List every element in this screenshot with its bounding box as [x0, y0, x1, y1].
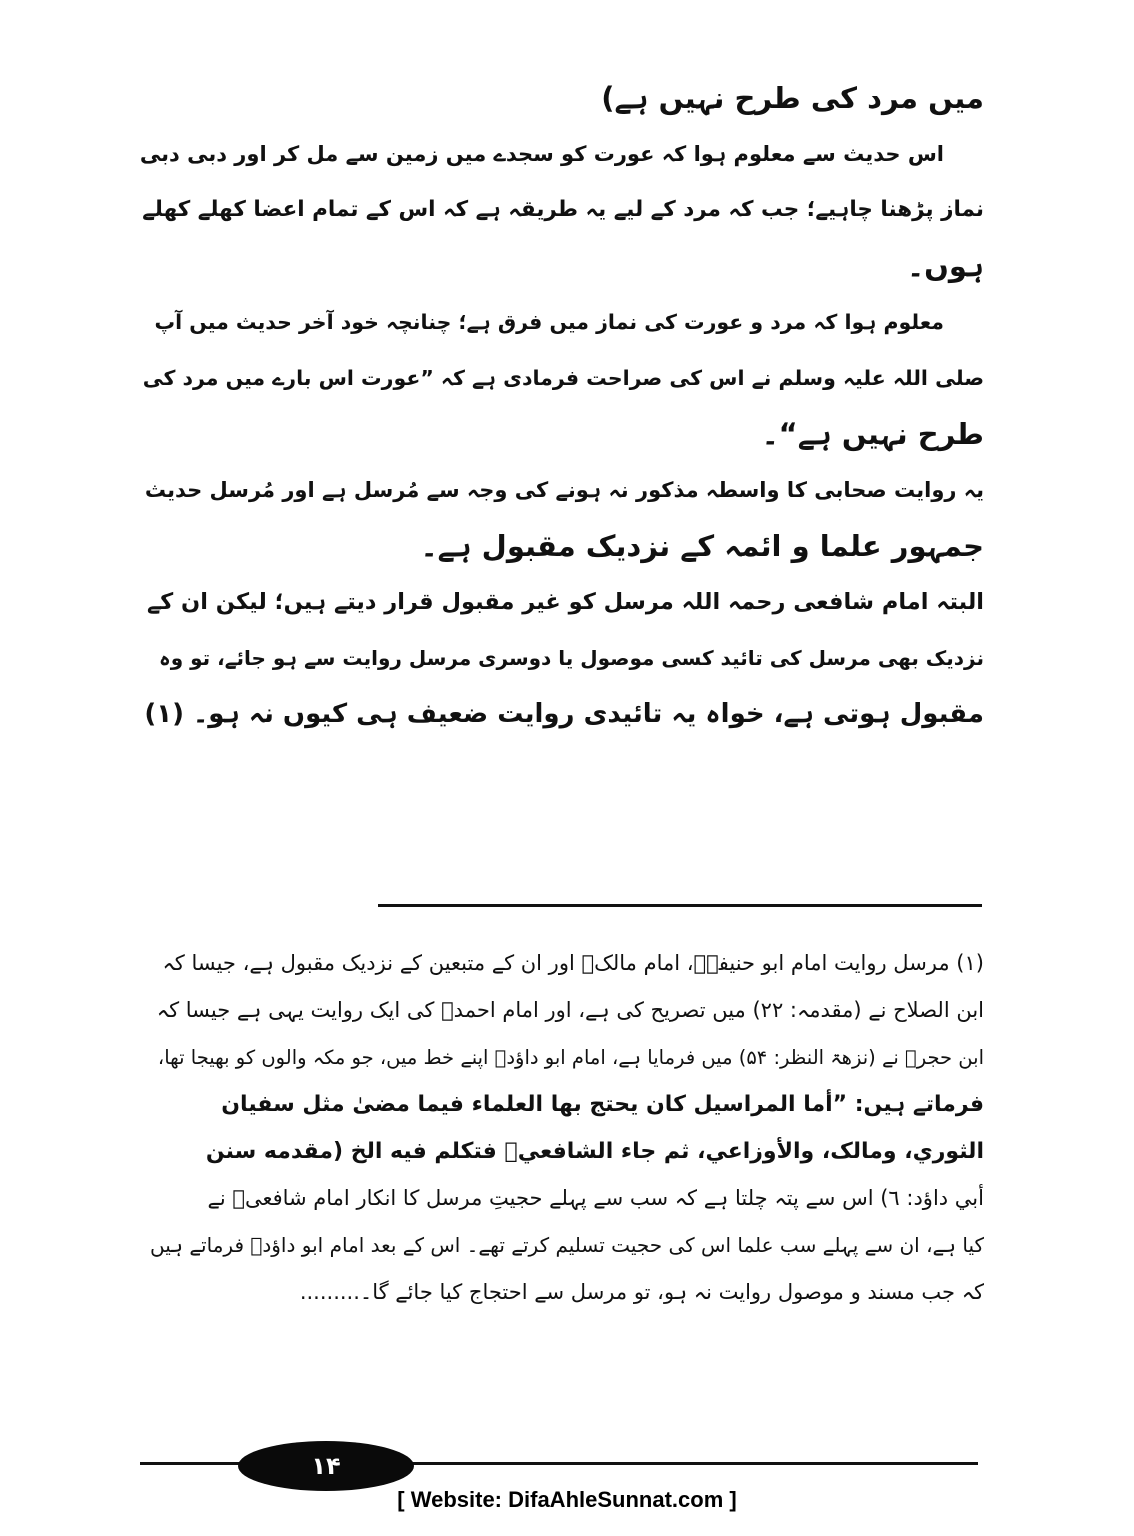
footnote-line: الثوري، ومالک، والأوزاعي، ثم جاء الشافعيؒ فتكلم فيه الخ (مقدمه سنن — [205, 1139, 984, 1164]
body-line: البتہ امام شافعی رحمہ اللہ مرسل کو غیر مقبول قرار دیتے ہیں؛ لیکن ان کے — [146, 589, 984, 615]
body-line: جمہور علما و ائمہ کے نزدیک مقبول ہے۔ — [420, 529, 984, 563]
body-line: میں مرد کی طرح نہیں ہے) — [601, 81, 984, 115]
footnote-line: فرماتے ہیں: ”أما المراسيل كان يحتج بها العلماء فيما مضیٰ مثل سفيان — [221, 1092, 984, 1117]
footnote-separator-rule — [378, 904, 982, 907]
body-line: معلوم ہوا کہ مرد و عورت کی نماز میں فرق ہے؛ چنانچہ خود آخر حدیث میں آپ — [154, 310, 944, 334]
body-line: نماز پڑھنا چاہیے؛ جب کہ مرد کے لیے یہ طریقہ ہے کہ اس کے تمام اعضا کھلے کھلے — [142, 197, 984, 222]
body-line: ہوں۔ — [907, 249, 984, 283]
footnote-line: کیا ہے، ان سے پہلے سب علما اس کی حجیت تسلیم کرتے تھے۔ اس کے بعد امام ابو داؤدؒ فرماتے ہیں — [149, 1233, 984, 1257]
main-body-text — [140, 70, 984, 742]
footnote-line: کہ جب مسند و موصول روایت نہ ہو، تو مرسل سے احتجاج کیا جائے گا۔......... — [299, 1280, 984, 1304]
body-line: یہ روایت صحابی کا واسطہ مذکور نہ ہونے کی وجہ سے مُرسل ہے اور مُرسل حدیث — [144, 478, 984, 502]
body-line: صلی اللہ علیہ وسلم نے اس کی صراحت فرمادی ہے کہ ”عورت اس بارے میں مرد کی — [142, 366, 984, 390]
footnote-line: أبي داؤد: ٦) اس سے پتہ چلتا ہے کہ سب سے پہلے حجیتِ مرسل کا انکار امام شافعیؒ نے — [207, 1186, 984, 1210]
page-number-badge — [238, 1441, 414, 1491]
body-line: مقبول ہوتی ہے، خواہ یہ تائیدی روایت ضعیف ہی کیوں نہ ہو۔ (۱) — [144, 699, 984, 729]
footnotes-section — [140, 940, 984, 1316]
footnote-line: ابن حجرؒ نے (نزھۃ النظر: ۵۴) میں فرمایا ہے، امام ابو داؤدؒ اپنے خط میں، جو مکہ والوں کو بھیجا تھا، — [157, 1046, 984, 1069]
body-line: طرح نہیں ہے“۔ — [761, 417, 984, 451]
footnote-line: ابن الصلاح نے (مقدمہ: ۲۲) میں تصریح کی ہے، اور امام احمدؒ کی ایک روایت یہی ہے جیسا کہ — [156, 998, 984, 1022]
body-line: اس حدیث سے معلوم ہوا کہ عورت کو سجدے میں زمین سے مل کر اور دبی دبی — [140, 142, 944, 166]
footnote-line: (۱) مرسل روایت امام ابو حنیفہؒ، امام مالکؒ اور ان کے متبعین کے نزدیک مقبول ہے، جیسا کہ — [162, 951, 984, 975]
page-number: ۱۴ — [311, 1452, 341, 1480]
website-footer: [ Website: DifaAhleSunnat.com ] — [397, 1487, 737, 1512]
body-line: نزدیک بھی مرسل کی تائید کسی موصول یا دوسری مرسل روایت سے ہو جائے، تو وہ — [159, 646, 984, 670]
